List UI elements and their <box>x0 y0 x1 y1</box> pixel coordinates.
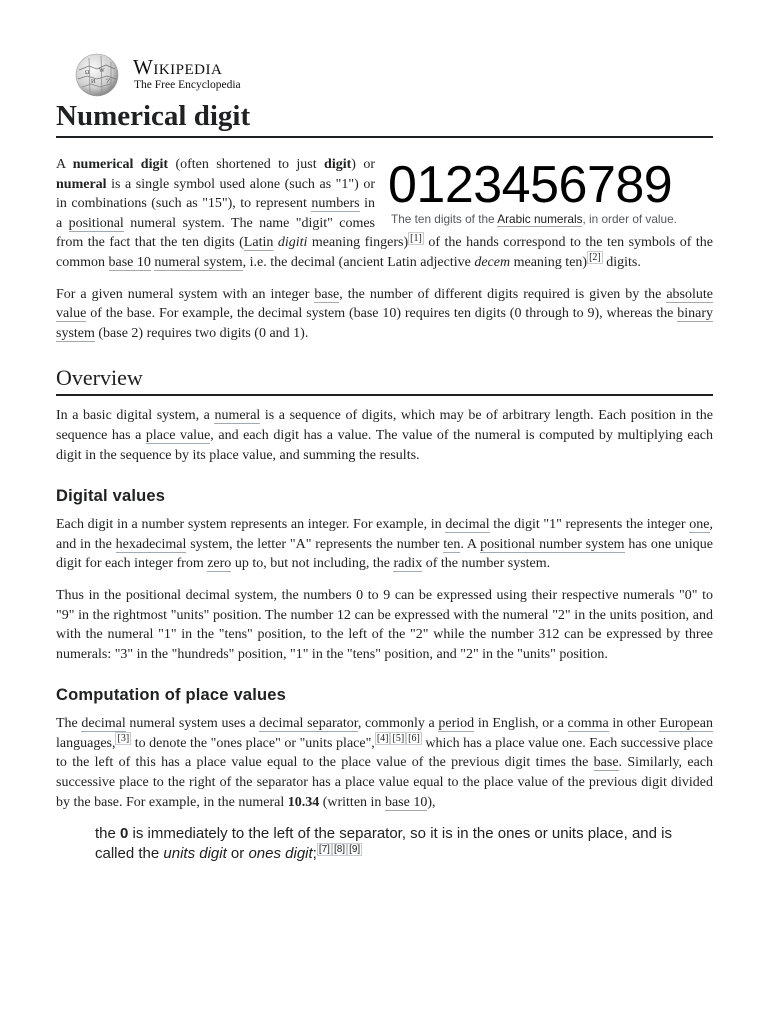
text: is immediately to the left of the separator, so it is in the ones or units place, and is called the <box>95 825 672 863</box>
text: of the number system. <box>422 556 551 572</box>
text: numeral system. The name "digit" comes from the fact that the ten digits ( <box>56 215 376 251</box>
svg-text:ア: ア <box>105 79 112 85</box>
page-title: Numerical digit <box>56 96 713 138</box>
link-comma[interactable]: comma <box>567 716 609 732</box>
citation-link[interactable]: [1] <box>410 232 422 244</box>
text: to denote the "ones place" or "units place", <box>131 735 375 751</box>
digital-values-paragraph-2: Thus in the positional decimal system, the numbers 0 to 9 can be expressed using their respective numerals "0" to "9" in the rightmost "units" position. The number 12 can be expressed with the numeral "2" in the units position, and with the numeral "1" in the "tens" position, to the left of the "2" while the number 312 can be expressed by three numerals: "3" in the "hundreds" position, "1" in the "tens" position, and "2" in the "units" position. <box>56 587 713 662</box>
text: Each digit in a number system represents an integer. For example, in <box>56 517 446 533</box>
citation-link[interactable]: [9] <box>349 844 361 856</box>
text: the <box>95 825 121 843</box>
text: the digit "1" represents the integer <box>489 517 690 533</box>
text: , and each digit has a value. The value of the numeral is computed by multiplying each digit in the sequence by its place value, and summing the results. <box>56 427 713 463</box>
figure-caption <box>391 211 713 227</box>
text: numeral system uses a <box>125 716 260 732</box>
text: (often shortened to just <box>168 157 325 172</box>
link-hexadecimal[interactable]: hexadecimal <box>115 536 187 552</box>
text: meaning ten) <box>510 254 588 270</box>
digits-figure <box>387 156 713 227</box>
site-tagline: The Free Encyclopedia <box>134 79 241 91</box>
text: ) or <box>351 157 375 172</box>
citation-link[interactable]: [5] <box>392 733 405 745</box>
text: ), <box>427 794 436 810</box>
citation[interactable] <box>317 843 362 856</box>
italic-term: decem <box>474 254 511 270</box>
link-place-value[interactable]: place value <box>145 427 211 443</box>
text: is a sequence of digits, which may be of arbitrary length. Each position in the sequence has a <box>56 408 713 443</box>
text: digits. <box>602 254 641 270</box>
text: A <box>56 157 73 172</box>
citation-link[interactable]: [4] <box>376 733 389 745</box>
section-heading-overview: Overview <box>56 365 713 396</box>
indented-example <box>95 824 713 864</box>
link-base-10[interactable]: base 10 <box>108 254 151 270</box>
text: of the base. For example, the decimal system (base 10) requires ten digits (0 through to 9), whereas the <box>86 306 678 322</box>
link-decimal[interactable]: decimal <box>445 517 490 533</box>
bold-term: 10.34 <box>287 794 320 810</box>
link-zero[interactable]: zero <box>207 556 232 572</box>
link-radix[interactable]: radix <box>393 556 423 572</box>
text: , commonly a <box>357 716 439 732</box>
bold-term: numerical digit <box>72 157 169 172</box>
text: has one unique digit for each integer from <box>56 536 713 572</box>
text: languages, <box>56 735 116 751</box>
article-body <box>56 155 713 864</box>
bold-term: 0 <box>120 825 129 843</box>
link-base[interactable]: base <box>593 755 619 771</box>
link-base-10[interactable]: base 10 <box>384 794 428 810</box>
link-latin[interactable]: Latin <box>243 235 274 251</box>
citation-link[interactable]: [2] <box>589 252 601 264</box>
citation[interactable] <box>375 732 422 745</box>
text: which has a place value one. Each successive place to the left of this has a place value equal to the place value of the previous digit times the <box>56 735 713 771</box>
link-one[interactable]: one <box>689 517 710 533</box>
digits-image: 0123456789 <box>388 156 673 214</box>
bold-term: numeral <box>56 176 107 192</box>
citation-link[interactable]: [6] <box>408 733 420 745</box>
link-numeral[interactable]: numeral <box>214 408 261 424</box>
citation-link[interactable]: [7] <box>318 844 330 856</box>
text: system, the letter "A" represents the number <box>186 536 444 552</box>
caption-text: , in order of value. <box>582 212 677 226</box>
link-numbers[interactable]: numbers <box>311 196 360 212</box>
text: in a <box>56 196 375 231</box>
text: of the hands correspond to the ten symbols of the common <box>56 235 714 270</box>
link-binary-system[interactable]: binary system <box>56 306 713 341</box>
italic-term: ones digit <box>248 845 313 863</box>
text: meaning fingers) <box>307 235 409 251</box>
text: , i.e. the decimal (ancient Latin adjective <box>242 254 475 270</box>
italic-term: units digit <box>163 845 227 863</box>
link-positional[interactable]: positional <box>68 215 124 231</box>
text: , the number of different digits required is given by the <box>339 286 667 302</box>
text: in English, or a <box>474 716 568 732</box>
text: or <box>226 845 249 863</box>
link-absolute-value[interactable]: absolute value <box>56 286 713 322</box>
citation[interactable] <box>115 732 131 745</box>
link-decimal[interactable]: decimal <box>81 716 126 732</box>
text: , and in the <box>56 517 713 552</box>
text: ; <box>312 845 317 863</box>
overview-paragraph <box>56 406 713 465</box>
svg-text:И: И <box>91 79 96 85</box>
subsection-heading-digital-values: Digital values <box>56 487 166 506</box>
site-header[interactable] <box>73 52 373 98</box>
citation-link[interactable]: [8] <box>333 844 346 856</box>
link-arabic-numerals[interactable]: Arabic numerals <box>497 212 583 226</box>
text: (base 2) requires two digits (0 and 1). <box>94 325 309 341</box>
link-base[interactable]: base <box>314 286 340 302</box>
italic-term: digiti <box>277 235 308 251</box>
text: up to, but not including, the <box>231 556 394 572</box>
svg-text:W: W <box>99 68 105 74</box>
link-ten[interactable]: ten <box>443 536 461 552</box>
digital-values-paragraph-1 <box>56 515 713 574</box>
caption-text: The ten digits of the <box>391 212 498 226</box>
text: is a single symbol used alone (such as "1") or in combinations (such as "15"), to represent <box>56 176 375 212</box>
subsection-heading-computation: Computation of place values <box>56 686 287 705</box>
text: For a given numeral system with an integer <box>56 286 315 302</box>
link-decimal-separator[interactable]: decimal separator <box>259 716 358 732</box>
text: in other <box>608 716 660 732</box>
citation[interactable] <box>408 232 424 245</box>
bold-term: digit <box>324 157 352 172</box>
citation-link[interactable]: [3] <box>117 733 130 745</box>
text: In a basic digital system, a <box>56 408 215 424</box>
site-name: Wikipedia <box>133 55 223 79</box>
citation[interactable] <box>587 251 603 264</box>
text: The <box>56 716 82 732</box>
text: (written in <box>319 794 385 810</box>
wikipedia-globe-icon <box>73 52 123 98</box>
link-european[interactable]: European <box>659 716 713 732</box>
computation-paragraph <box>56 714 713 812</box>
link-numeral-system[interactable]: numeral system <box>154 254 243 270</box>
text: . A <box>460 536 481 552</box>
intro-paragraph-2 <box>56 285 713 344</box>
text: . Similarly, each successive place to the right of the separator has a place value equal to the place value of the previous digit divided by the base. For example, in the numeral <box>56 755 714 810</box>
link-period[interactable]: period <box>438 716 475 732</box>
svg-text:Ω: Ω <box>85 70 90 76</box>
link-positional-number-system[interactable]: positional number system <box>480 536 625 552</box>
